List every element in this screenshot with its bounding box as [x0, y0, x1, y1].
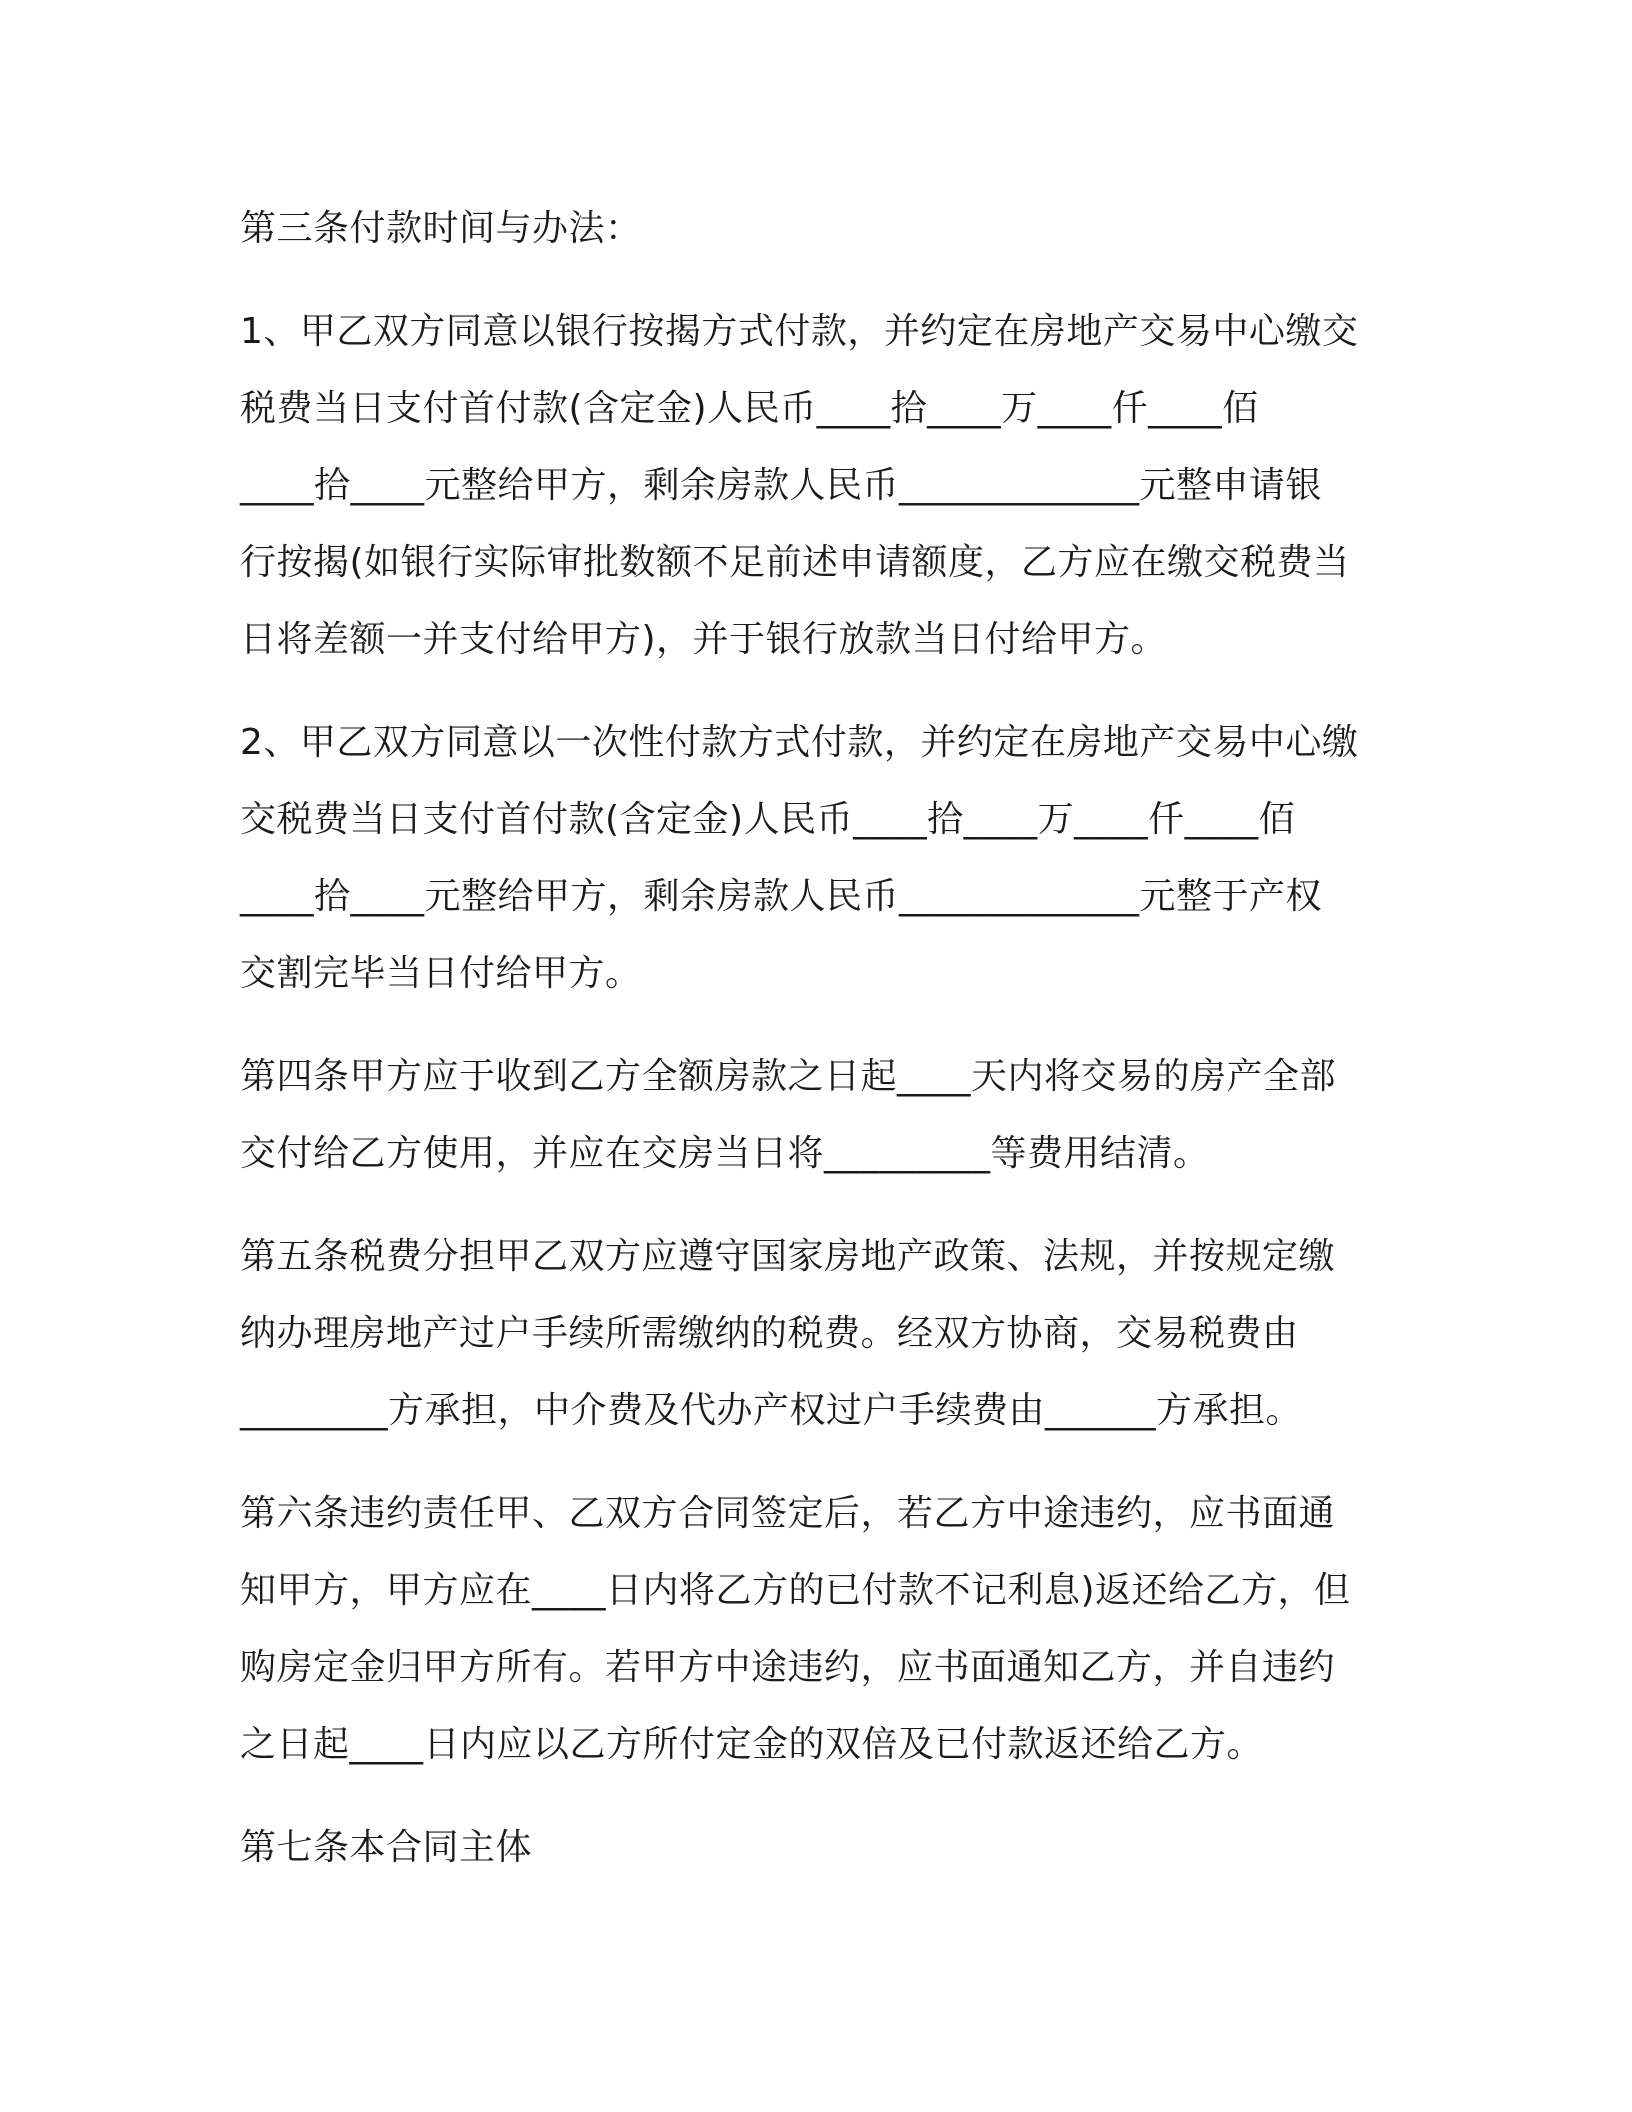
text-line: 知甲方，甲方应在____日内将乙方的已付款不记利息)返还给乙方，但: [240, 1570, 1351, 1611]
article-5: [240, 1218, 1390, 1449]
text-line: 行按揭(如银行实际审批数额不足前述申请额度，乙方应在缴交税费当: [240, 542, 1350, 583]
article-heading: 第七条本合同主体: [240, 1827, 533, 1868]
text-line: 交割完毕当日付给甲方。: [240, 953, 642, 994]
article-7-heading: [240, 1809, 1390, 1886]
article-6: [240, 1475, 1390, 1783]
text-line: 日将差额一并支付给甲方)，并于银行放款当日付给甲方。: [240, 619, 1168, 660]
text-line: 1、甲乙双方同意以银行按揭方式付款，并约定在房地产交易中心缴交: [240, 311, 1359, 352]
article-heading: 第三条付款时间与办法：: [240, 208, 642, 249]
text-line: 之日起____日内应以乙方所付定金的双倍及已付款返还给乙方。: [240, 1724, 1264, 1765]
text-line: 购房定金归甲方所有。若甲方中途违约，应书面通知乙方，并自违约: [240, 1647, 1336, 1688]
text-line: 纳办理房地产过户手续所需缴纳的税费。经双方协商，交易税费由: [240, 1313, 1299, 1354]
article-3-clause-2: [240, 704, 1390, 1012]
text-line: 税费当日支付首付款(含定金)人民币____拾____万____仟____佰: [240, 388, 1259, 429]
text-line: 2、甲乙双方同意以一次性付款方式付款，并约定在房地产交易中心缴: [240, 722, 1359, 763]
text-line: ____拾____元整给甲方，剩余房款人民币_____________元整于产权: [240, 876, 1323, 917]
article-3-clause-1: [240, 293, 1390, 678]
article-3-heading: [240, 190, 1390, 267]
text-line: ____拾____元整给甲方，剩余房款人民币_____________元整申请银: [240, 465, 1323, 506]
text-line: ________方承担，中介费及代办产权过户手续费由______方承担。: [240, 1390, 1303, 1431]
text-line: 交税费当日支付首付款(含定金)人民币____拾____万____仟____佰: [240, 799, 1296, 840]
contract-body: [240, 190, 1390, 1912]
text-line: 交付给乙方使用，并应在交房当日将_________等费用结清。: [240, 1133, 1210, 1174]
article-4: [240, 1038, 1390, 1192]
text-line: 第五条税费分担甲乙双方应遵守国家房地产政策、法规，并按规定缴: [240, 1236, 1336, 1277]
text-line: 第六条违约责任甲、乙双方合同签定后，若乙方中途违约，应书面通: [240, 1493, 1336, 1534]
text-line: 第四条甲方应于收到乙方全额房款之日起____天内将交易的房产全部: [240, 1056, 1337, 1097]
